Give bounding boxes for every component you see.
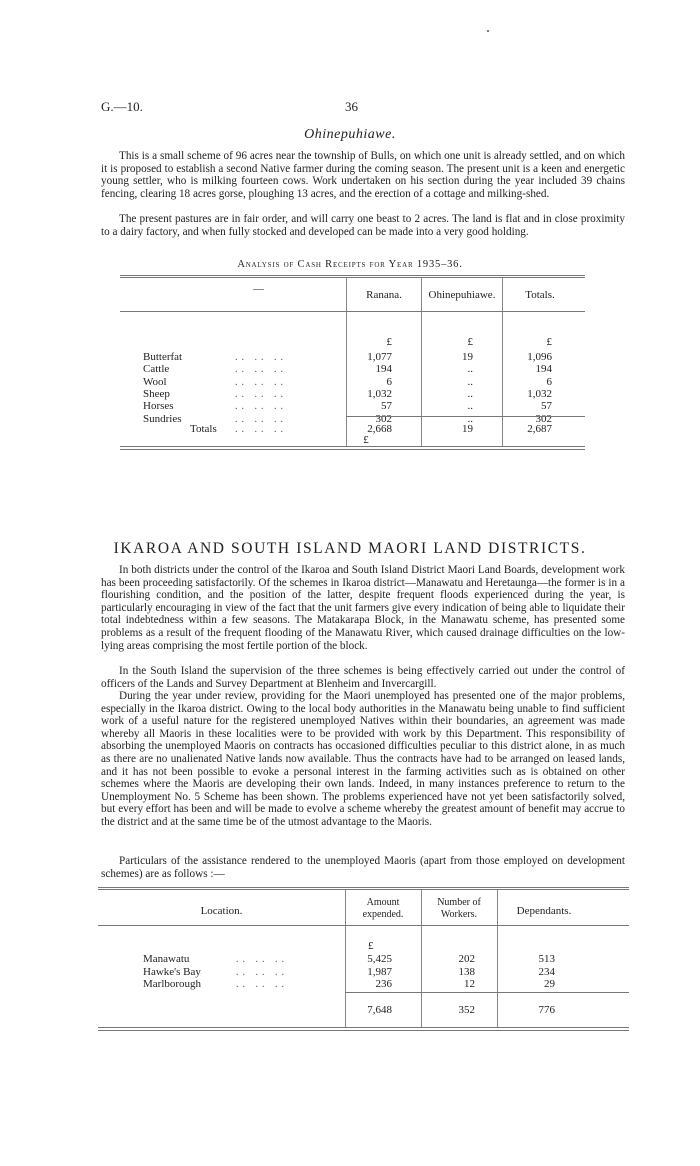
paragraph (101, 213, 625, 238)
paragraph (101, 564, 625, 652)
column-divider (497, 890, 498, 1028)
table-cell: 5,425 (367, 953, 392, 965)
currency-mark: £ (546, 336, 552, 348)
column-header (347, 897, 419, 921)
leader-dots: .. .. .. (236, 979, 288, 990)
row-label: Hawke's Bay (143, 965, 201, 978)
table-bottom-rule (120, 449, 585, 450)
row-label: Marlborough (143, 978, 202, 990)
table-cell: .. (467, 363, 473, 376)
paragraph-text: The present pastures are in fair order, and will carry one beast to 2 acres. The land is flat and in close proximity to a dairy factory, and when fully stocked and developed can be made into a very good holding. (101, 213, 625, 238)
leader-dots: .. .. .. (235, 401, 287, 413)
totals-rule (345, 992, 629, 993)
section-heading-ohinepuhiawe: Ohinepuhiawe. (304, 127, 396, 142)
stub-header: — (253, 283, 264, 295)
currency-mark: £ (467, 336, 473, 348)
column-header: Totals. (525, 289, 555, 301)
leader-dots: .. .. .. (236, 954, 288, 965)
currency-mark (351, 434, 381, 446)
print-speck (487, 30, 489, 32)
totals-rule (346, 416, 585, 417)
table-cell: 57 (381, 400, 392, 413)
table-cell: .. (467, 412, 473, 425)
currency-symbol: £ (363, 434, 369, 446)
paragraph (101, 690, 625, 829)
table-cell: 1,096 (527, 351, 552, 363)
leader-dots: .. .. .. (235, 364, 287, 376)
table-cell: 776 (538, 1004, 555, 1016)
paragraph (101, 855, 625, 880)
column-divider (502, 278, 503, 446)
page-number: 36 (345, 99, 358, 114)
row-label: Horses (143, 400, 174, 413)
table-cell: 2,687 (527, 423, 552, 435)
table-cell: 513 (538, 953, 555, 965)
table-cell: 234 (538, 965, 555, 978)
column-header: Ranana. (366, 289, 402, 301)
totals-label: Totals (190, 423, 217, 435)
paragraph-text: During the year under review, providing for the Maori unemployed has presented one of the major problems, especially in the Ikaroa district. Owing to the local body authorities in the Manawatu being unable to find sufficient work of a useful nature for the registered unemployed Natives within their boundaries, an agreement was made whereby all Maoris in these localities were to be provided with work by this Department. This responsibility of absorbing the unemployed Maoris on contracts has occasioned difficulties peculiar to this district alone, in as much as there are no unalienated Native lands now available. Thus the contracts have had to be arranged on leased lands, and it has not been possible to evoke a personal interest in the farming activities such as is obtained on other schemes where the Maoris are developing their own lands. Indeed, in many instances preference to return to the Unemployment No. 5 Scheme has been shown. The problems experienced have not yet been satisfactorily solved, but every effort has been and will be made to evolve a scheme whereby the greatest amount of benefit may accrue to the district and at the same time be of the utmost advantage to the Maoris. (101, 690, 625, 828)
table-cell: .. (467, 375, 473, 388)
row-label: Butterfat (143, 351, 183, 363)
table-top-rule (120, 275, 585, 278)
table-cell: 1,987 (367, 965, 392, 978)
header-rule (120, 311, 585, 312)
leader-dots: .. .. .. (235, 376, 287, 388)
column-header-line: Number of (437, 897, 481, 908)
table-cell: 19 (462, 351, 473, 363)
leader-dots: .. .. .. (235, 413, 287, 425)
table-cell: 202 (458, 953, 475, 965)
document-reference: G.—10. (101, 99, 143, 114)
header-rule (98, 925, 629, 926)
paragraph-text: This is a small scheme of 96 acres near the township of Bulls, on which one unit is already settled, and on which it is proposed to establish a second Native farmer during the coming season. The present unit is a keen and energetic young settler, who is milking fourteen cows. Work undertaken on his section during the year included 39 chains fencing, clearing 18 acres gorse, ploughing 13 acres, and the erection of a cottage and milking-shed. (101, 150, 625, 200)
table-cell: 12 (464, 978, 475, 990)
row-label: Sheep (143, 387, 170, 400)
currency-mark: £ (386, 336, 392, 348)
table-cell: 302 (535, 412, 552, 425)
table-bottom-rule (120, 446, 585, 447)
column-header-line: expended. (362, 909, 404, 920)
leader-dots: .. .. .. (236, 966, 288, 978)
table-cell: 7,648 (367, 1004, 392, 1016)
table-cell: 29 (544, 978, 555, 990)
column-header: Dependants. (516, 905, 572, 917)
column-header-line: Workers. (440, 909, 478, 920)
leader-dots: .. .. .. (235, 388, 287, 400)
table-cell: 2,668 (367, 423, 392, 435)
table-top-rule (98, 887, 629, 890)
paragraph-text: In both districts under the control of the Ikaroa and South Island District Maori Land Boards, development work has been proceeding satisfactorily. Of the schemes in Ikaroa district—Manawatu and Heretaunga—the former is in a flourishing condition, and the position of the latter, despite frequent floods experienced during the year, is particularly encouraging in view of the fact that the unit farmers give every indication of being able to liquidate their total indebtedness within a few seasons. The Matakarapa Block, in the Manawatu scheme, has presented some problems as a result of the frequent flooding of the Manawatu River, which caused drainage difficulties on the low-lying areas comprising the most fertile portion of the block. (101, 564, 625, 652)
table-cell: 19 (462, 423, 473, 435)
table-cell: .. (467, 387, 473, 400)
table-cell: 6 (386, 375, 392, 388)
table-cell: 236 (375, 978, 392, 990)
row-label: Sundries (143, 412, 182, 425)
table-bottom-rule (98, 1027, 629, 1028)
column-divider (421, 890, 422, 1028)
table-cell: 302 (375, 412, 392, 425)
paragraph (101, 665, 625, 690)
table-cell: 1,032 (367, 387, 392, 400)
column-header: Ohinepuhiawe. (428, 289, 496, 301)
table-caption: Analysis of Cash Receipts for Year 1935–36. (237, 259, 463, 270)
table-cell: 1,032 (527, 387, 552, 400)
column-divider (346, 278, 347, 446)
table-cell: 6 (546, 375, 552, 388)
column-divider (345, 890, 346, 1028)
paragraph-text: Particulars of the assistance rendered to the unemployed Maoris (apart from those employed on development schemes) are as follows :— (101, 855, 625, 880)
table-cell: 194 (535, 363, 552, 376)
currency-mark: £ (368, 940, 374, 952)
section-heading-ikaroa: IKAROA AND SOUTH ISLAND MAORI LAND DISTRICTS. (113, 540, 587, 557)
column-header (423, 897, 495, 921)
leader-dots: .. .. .. (235, 424, 287, 435)
table-bottom-rule (98, 1030, 629, 1031)
table-cell: 57 (541, 400, 552, 413)
row-label: Cattle (143, 363, 170, 376)
column-divider (421, 278, 422, 446)
leader-dots: .. .. .. (235, 352, 287, 363)
table-cell: 138 (458, 965, 475, 978)
table-cell: 1,077 (367, 351, 392, 363)
column-header-line: Amount (366, 897, 400, 908)
table-cell: .. (467, 400, 473, 413)
row-label: Manawatu (143, 953, 190, 965)
table-cell: 194 (375, 363, 392, 376)
table-cell: 352 (458, 1004, 475, 1016)
column-header: Location. (200, 905, 243, 917)
paragraph (101, 150, 625, 200)
row-label: Wool (143, 375, 167, 388)
paragraph-text: In the South Island the supervision of the three schemes is being effectively carried out under the control of officers of the Lands and Survey Department at Blenheim and Invercargill. (101, 665, 625, 690)
